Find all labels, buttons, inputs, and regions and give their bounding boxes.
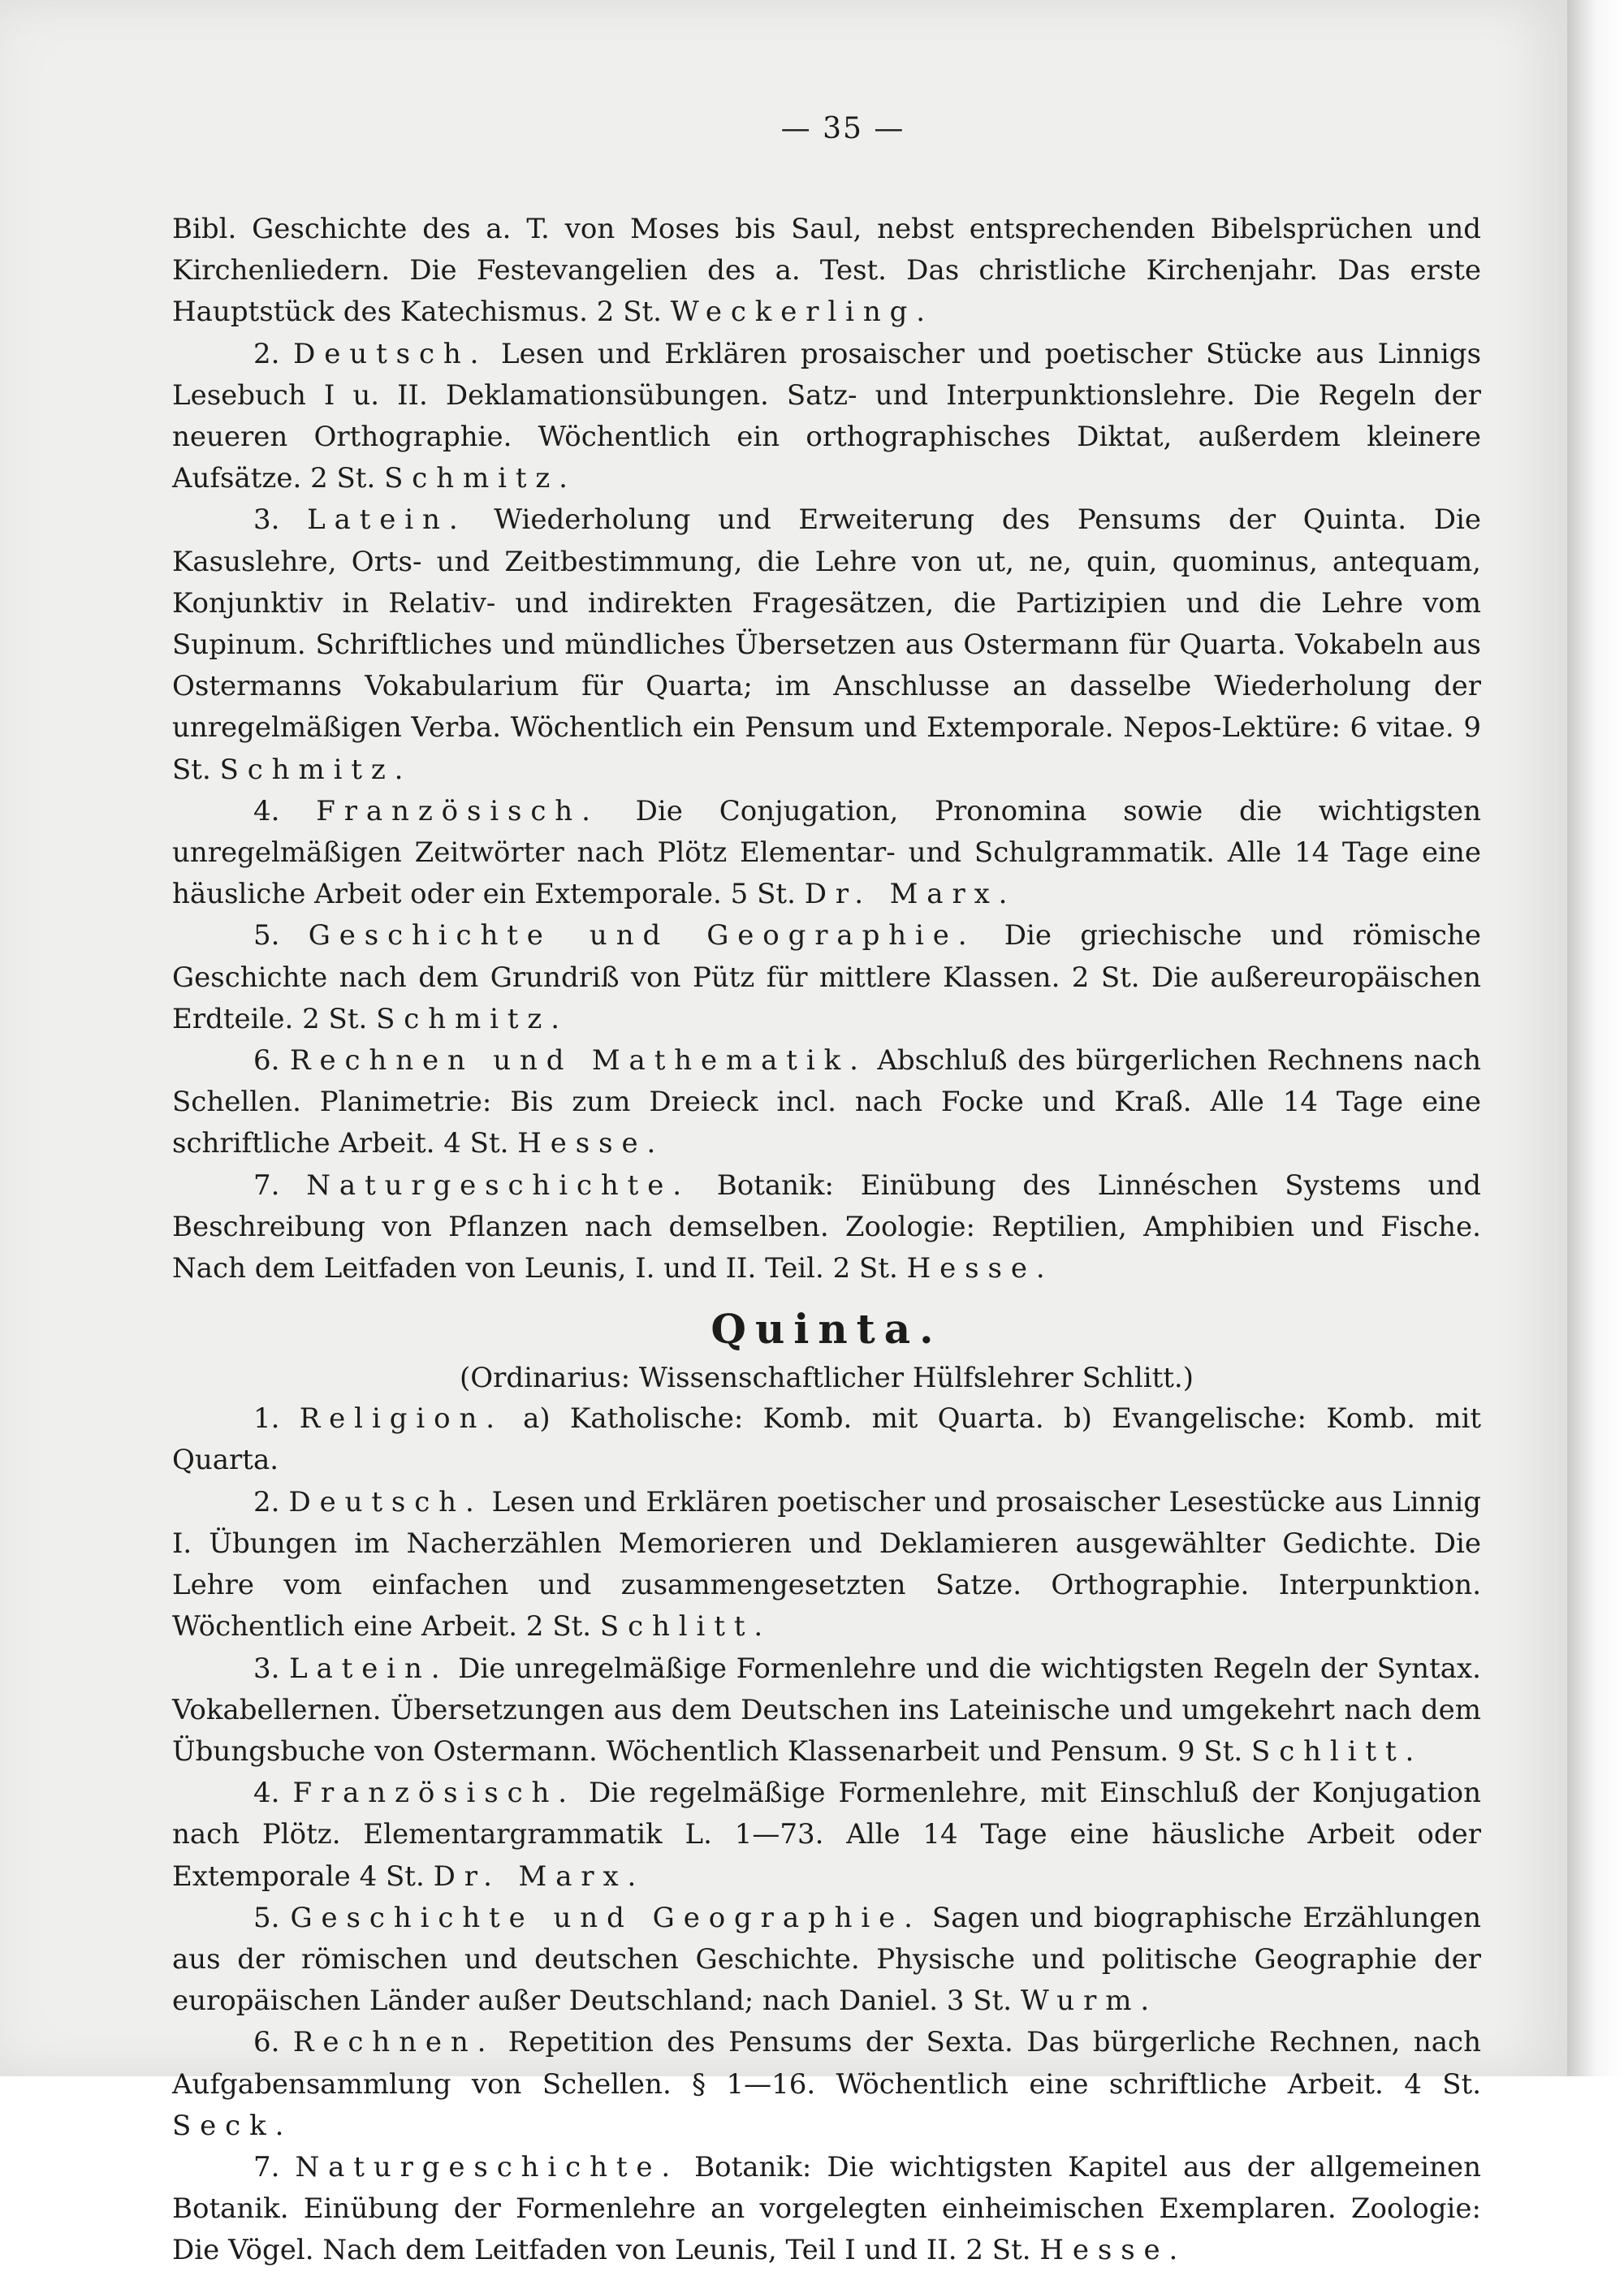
paragraph-text: Botanik: Die wichtigsten Kapitel aus der allgemeinen Botanik. Einübung der Formenlehre an vorgelegten einheimischen Exemplaren. Zoologie: Die Vögel. Nach dem Leitfaden von Leunis, Teil I und II. 2 St. <box>172 2150 1481 2267</box>
book-binding-edge <box>1567 0 1624 2076</box>
teacher-name: Schmitz. <box>376 1002 568 1035</box>
teacher-name: Dr. Marx. <box>433 1859 646 1893</box>
item-number: 6. <box>253 1044 280 1078</box>
paragraph-text: Wiederholung und Erweiterung des Pensums der Quinta. Die Kasuslehre, Orts- und Zeitbestimmung, die Lehre von ut, ne, quin, quominus, antequam, Konjunktiv in Relativ- und indirekten Fragesätzen, die Partizipien und die Lehre vom Supinum. Schriftliches und mündliches Übersetzen aus Ostermann für Quarta. Vokabeln aus Ostermanns Vokabularium für Quarta; im Anschlusse an dasselbe Wiederholung der unregelmäßigen Verba. Wöchentlich ein Pensum und Extemporale. Nepos-Lektüre: 6 vitae. 9 St. <box>172 503 1481 786</box>
subject-name: Französisch. <box>292 1777 576 1810</box>
subject-name: Naturgeschichte. <box>306 1168 690 1202</box>
paragraph-religion-continued <box>172 209 1481 334</box>
paragraph-quarta-franzoesisch <box>172 791 1481 916</box>
subject-name: Rechnen und Mathematik. <box>290 1044 867 1078</box>
paragraph-quinta-latein <box>172 1648 1481 1773</box>
teacher-name: Hesse. <box>517 1127 665 1160</box>
paragraph-quarta-latein <box>172 499 1481 790</box>
item-number: 4. <box>253 1777 280 1810</box>
teacher-name: Hesse. <box>1039 2234 1187 2267</box>
item-number: 3. <box>253 1652 280 1685</box>
subject-name: Deutsch. <box>293 337 488 370</box>
paragraph-quarta-naturgeschichte <box>172 1165 1481 1290</box>
page-content <box>172 112 1481 2272</box>
subject-name: Deutsch. <box>288 1485 483 1518</box>
teacher-name: Schmitz. <box>219 753 412 786</box>
paragraph-text: Bibl. Geschichte des a. T. von Moses bis Saul, nebst entsprechenden Bibelsprüchen und Kirchenliedern. Die Festevangelien des a. Test. Das christliche Kirchenjahr. Das erste Hauptstück des Katechismus. 2 St. <box>172 213 1481 329</box>
paragraph-text: Sagen und biographische Erzählungen aus der römischen und deutschen Geschichte. Physische und politische Geographie der europäischen Länder außer Deutschland; nach Daniel. 3 St. <box>172 1901 1482 2018</box>
paragraph-quarta-mathematik <box>172 1040 1481 1165</box>
paragraph-quinta-geschichte <box>172 1898 1481 2023</box>
paragraph-text: Die Conjugation, Pronomina sowie die wichtigsten unregelmäßigen Zeitwörter nach Plötz Elementar- und Schulgrammatik. Alle 14 Tage eine häusliche Arbeit oder ein Extemporale. 5 St. <box>172 794 1482 911</box>
item-number: 5. <box>253 919 280 952</box>
teacher-name: Schlitt. <box>1251 1734 1423 1768</box>
subject-name: Religion. <box>299 1402 503 1436</box>
teacher-name: Weckerling. <box>670 296 934 329</box>
paragraph-text: Botanik: Einübung des Linnéschen Systems und Beschreibung von Pflanzen nach demselben. Zoologie: Reptilien, Amphibien und Fische. Nach dem Leitfaden von Leunis, I. und II. Teil. 2 St. <box>172 1168 1482 1285</box>
subject-name: Rechnen. <box>292 2026 495 2059</box>
item-number: 5. <box>253 1901 280 1934</box>
item-number: 1. <box>253 1402 280 1436</box>
teacher-name: Schmitz. <box>384 462 577 495</box>
subject-name: Latein. <box>289 1652 449 1685</box>
paragraph-text: Repetition des Pensums der Sexta. Das bürgerliche Rechnen, nach Aufgabensammlung von Schellen. § 1—16. Wöchentlich eine schriftliche Arbeit. 4 St. <box>172 2026 1481 2101</box>
subject-name: Geschichte und Geographie. <box>308 919 976 952</box>
paragraph-text: a) Katholische: Komb. mit Quarta. b) Evangelische: Komb. mit Quarta. <box>172 1402 1481 1477</box>
teacher-name: Hesse. <box>906 1252 1054 1285</box>
paragraph-quarta-deutsch <box>172 334 1481 500</box>
paragraph-quarta-geschichte <box>172 915 1481 1040</box>
item-number: 7. <box>253 2150 280 2183</box>
subject-name: Französisch. <box>316 794 599 827</box>
paragraph-quinta-naturgeschichte <box>172 2147 1481 2272</box>
paragraph-text: Lesen und Erklären prosaischer und poetischer Stücke aus Linnigs Lesebuch I u. II. Deklamationsübungen. Satz- und Interpunktionslehre. Die Regeln der neueren Orthographie. Wöchentlich ein orthographisches Diktat, außerdem kleinere Aufsätze. 2 St. <box>172 337 1482 495</box>
item-number: 2. <box>253 337 280 370</box>
paragraph-text: Abschluß des bürgerlichen Rechnens nach Schellen. Planimetrie: Bis zum Dreieck incl. nach Focke und Kraß. Alle 14 Tage eine schriftliche Arbeit. 4 St. <box>172 1044 1482 1160</box>
teacher-name: Seck. <box>172 2109 293 2142</box>
paragraph-quinta-deutsch <box>172 1482 1481 1648</box>
section-ordinarius: (Ordinarius: Wissenschaftlicher Hülfslehrer Schlitt.) <box>459 1362 1194 1395</box>
subject-name: Geschichte und Geographie. <box>290 1901 922 1934</box>
paragraph-text: Die unregelmäßige Formenlehre und die wichtigsten Regeln der Syntax. Vokabellernen. Übersetzungen aus dem Deutschen ins Lateinische und umgekehrt nach dem Übungsbuche von Ostermann. Wöchentlich Klassenarbeit und Pensum. 9 St. <box>172 1652 1481 1768</box>
page-number: — 35 — <box>780 112 905 145</box>
teacher-name: Wurm. <box>1020 1985 1159 2018</box>
paragraph-quinta-religion <box>172 1398 1481 1481</box>
paragraph-text: Die regelmäßige Formenlehre, mit Einschluß der Konjugation nach Plötz. Elementargrammatik L. 1—73. Alle 14 Tage eine häusliche Arbeit oder Extemporale 4 St. <box>172 1777 1482 1893</box>
item-number: 6. <box>253 2026 280 2059</box>
subject-name: Latein. <box>307 503 467 537</box>
item-number: 2. <box>253 1485 280 1518</box>
item-number: 4. <box>253 794 280 827</box>
paragraph-text: Lesen und Erklären poetischer und prosaischer Lesestücke aus Linnig I. Übungen im Nacherzählen Memorieren und Deklamieren ausgewählter Gedichte. Die Lehre vom einfachen und zusammengesetzten Satze. Orthographie. Interpunktion. Wöchentlich eine Arbeit. 2 St. <box>172 1485 1481 1644</box>
paragraph-text: Die griechische und römische Geschichte nach dem Grundriß von Pütz für mittlere Klassen. 2 St. Die außereuropäischen Erdteile. 2 St. <box>172 919 1481 1035</box>
paragraph-quinta-franzoesisch <box>172 1773 1481 1898</box>
teacher-name: Schlitt. <box>599 1610 772 1644</box>
item-number: 3. <box>253 503 280 537</box>
teacher-name: Dr. Marx. <box>804 878 1017 911</box>
section-heading-quinta: Quinta. <box>710 1305 943 1354</box>
paragraph-quinta-rechnen <box>172 2022 1481 2147</box>
item-number: 7. <box>253 1168 280 1202</box>
subject-name: Naturgeschichte. <box>295 2150 680 2183</box>
